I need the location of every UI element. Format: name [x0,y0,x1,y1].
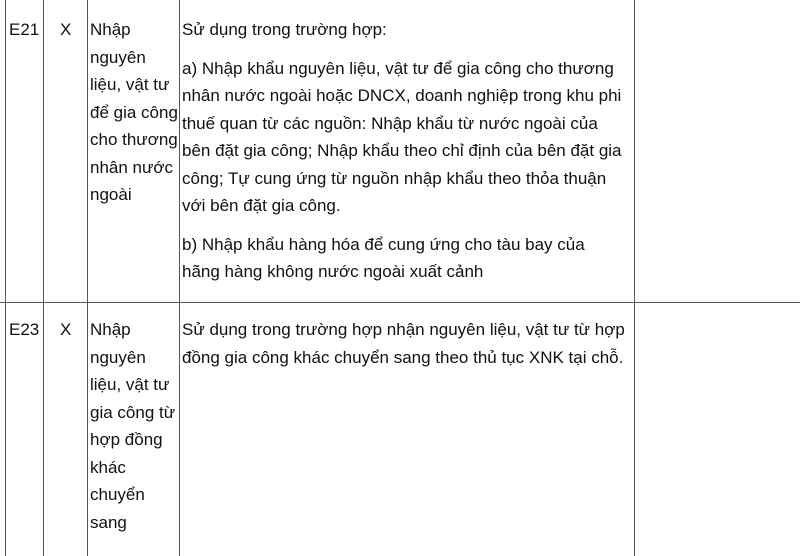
description-paragraph [182,16,622,44]
column-divider [43,0,44,556]
description-line: bên đặt gia công; Nhập khẩu theo chỉ định của bên đặt gia [182,141,622,160]
mark-cell: X [60,20,72,39]
description-cell [182,316,625,371]
name-line: Nhập [90,320,131,339]
name-line: Nhập [90,20,131,39]
name-line: liệu, vật tư [90,375,170,394]
name-line: nguyên [90,47,146,67]
description-paragraph [182,55,622,220]
description-paragraph [182,316,625,371]
description-line: a) Nhập khẩu nguyên liệu, vật tư để gia công cho thương [182,58,614,78]
name-line: nguyên [90,347,146,367]
name-line: ngoài [90,185,132,204]
description-line: Sử dụng trong trường hợp: [182,20,387,39]
name-line: liệu, vật tư [90,75,170,94]
name-line: nhân nước [90,157,174,177]
description-paragraph [182,231,622,286]
code-cell: E23 [9,320,40,339]
table-border-left [5,0,6,556]
description-line: nhân nước ngoài hoặc DNCX, doanh nghiệp trong khu phi [182,86,622,105]
mark-cell: X [60,320,72,339]
column-divider [634,0,635,556]
description-line: Sử dụng trong trường hợp nhận nguyên liệu, vật tư từ hợp [182,320,625,339]
column-divider [87,0,88,556]
column-divider [179,0,180,556]
description-line: đồng gia công khác chuyển sang theo thủ tục XNK tại chỗ. [182,347,624,367]
name-line: cho thương [90,130,178,149]
name-line: hợp đồng [90,430,163,449]
name-line: để gia công [90,102,178,122]
description-line: công; Tự cung ứng từ nguồn nhập khẩu theo thỏa thuận [182,168,607,188]
description-line: b) Nhập khẩu hàng hóa để cung ứng cho tàu bay của [182,234,585,254]
row-divider [0,302,800,303]
description-line: thuế quan từ các nguồn: Nhập khẩu từ nước ngoài của [182,113,598,133]
description-line: hãng hàng không nước ngoài xuất cảnh [182,262,484,281]
name-line: gia công từ [90,402,176,422]
code-cell: E21 [9,20,40,39]
description-cell [182,16,622,286]
description-line: với bên đặt gia công. [182,196,341,215]
name-line: khác [90,457,126,477]
name-cell [90,316,175,536]
name-cell [90,16,178,209]
name-line: sang [90,512,127,532]
name-line: chuyển [90,485,145,504]
